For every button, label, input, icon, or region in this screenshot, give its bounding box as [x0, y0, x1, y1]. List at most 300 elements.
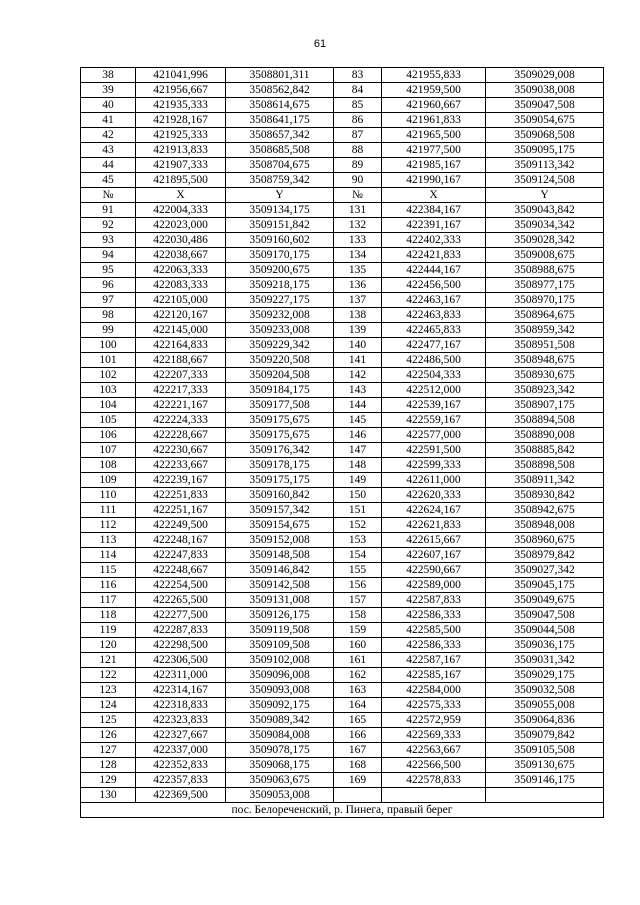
x-coordinate-cell: 422504,333: [382, 368, 486, 383]
point-number-cell: 38: [81, 68, 136, 83]
table-footer-row: [81, 803, 604, 818]
point-number-cell: 144: [334, 398, 382, 413]
point-number-cell: 123: [81, 683, 136, 698]
point-number-cell: 135: [334, 263, 382, 278]
x-coordinate-cell: 421928,167: [136, 113, 226, 128]
table-row: [81, 713, 604, 728]
point-number-cell: 154: [334, 548, 382, 563]
x-coordinate-cell: 421955,833: [382, 68, 486, 83]
point-number-cell: 119: [81, 623, 136, 638]
point-number-cell: 126: [81, 728, 136, 743]
table-row: [81, 128, 604, 143]
y-coordinate-cell: 3509029,008: [486, 68, 604, 83]
y-coordinate-cell: 3509176,342: [226, 443, 334, 458]
point-number-cell: 45: [81, 173, 136, 188]
x-coordinate-cell: 422038,667: [136, 248, 226, 263]
table-row: [81, 758, 604, 773]
y-coordinate-cell: 3509148,508: [226, 548, 334, 563]
x-coordinate-cell: 422566,500: [382, 758, 486, 773]
x-coordinate-cell: 422224,333: [136, 413, 226, 428]
x-coordinate-cell: 422228,667: [136, 428, 226, 443]
y-coordinate-cell: 3509063,675: [226, 773, 334, 788]
x-coordinate-cell: 422391,167: [382, 218, 486, 233]
table-row: [81, 383, 604, 398]
y-coordinate-cell: 3509034,342: [486, 218, 604, 233]
point-number-cell: №: [81, 188, 136, 203]
point-number-cell: 167: [334, 743, 382, 758]
table-row: [81, 248, 604, 263]
x-coordinate-cell: 422512,000: [382, 383, 486, 398]
y-coordinate-cell: 3509184,175: [226, 383, 334, 398]
point-number-cell: 100: [81, 338, 136, 353]
x-coordinate-cell: 422584,000: [382, 683, 486, 698]
table-row: [81, 98, 604, 113]
table-row: [81, 458, 604, 473]
x-coordinate-cell: 421985,167: [382, 158, 486, 173]
x-coordinate-cell: 422456,500: [382, 278, 486, 293]
point-number-cell: 110: [81, 488, 136, 503]
point-number-cell: 40: [81, 98, 136, 113]
point-number-cell: 85: [334, 98, 382, 113]
y-coordinate-cell: 3509105,508: [486, 743, 604, 758]
y-coordinate-cell: 3509151,842: [226, 218, 334, 233]
point-number-cell: 166: [334, 728, 382, 743]
point-number-cell: 96: [81, 278, 136, 293]
table-row: [81, 488, 604, 503]
y-coordinate-cell: 3509093,008: [226, 683, 334, 698]
y-coordinate-cell: 3509131,008: [226, 593, 334, 608]
x-coordinate-cell: 422277,500: [136, 608, 226, 623]
x-coordinate-cell: 422615,667: [382, 533, 486, 548]
x-coordinate-cell: 422587,167: [382, 653, 486, 668]
table-row: [81, 278, 604, 293]
y-coordinate-cell: 3509175,675: [226, 428, 334, 443]
x-coordinate-cell: 422298,500: [136, 638, 226, 653]
y-coordinate-cell: 3509227,175: [226, 293, 334, 308]
x-coordinate-cell: 422563,667: [382, 743, 486, 758]
x-coordinate-cell: 422217,333: [136, 383, 226, 398]
x-coordinate-cell: 421961,833: [382, 113, 486, 128]
x-coordinate-cell: 422591,500: [382, 443, 486, 458]
y-coordinate-cell: 3508977,175: [486, 278, 604, 293]
y-coordinate-cell: 3509232,008: [226, 308, 334, 323]
x-coordinate-cell: 422444,167: [382, 263, 486, 278]
y-coordinate-cell: 3509146,175: [486, 773, 604, 788]
x-coordinate-cell: 422586,333: [382, 638, 486, 653]
y-coordinate-cell: 3508948,675: [486, 353, 604, 368]
point-number-cell: 129: [81, 773, 136, 788]
y-coordinate-cell: 3509220,508: [226, 353, 334, 368]
x-coordinate-cell: X: [136, 188, 226, 203]
point-number-cell: 134: [334, 248, 382, 263]
table-row: [81, 443, 604, 458]
x-coordinate-cell: 422587,833: [382, 593, 486, 608]
table-row: [81, 608, 604, 623]
table-row: [81, 68, 604, 83]
y-coordinate-cell: 3509124,508: [486, 173, 604, 188]
y-coordinate-cell: 3509047,508: [486, 608, 604, 623]
table-row: [81, 143, 604, 158]
y-coordinate-cell: 3509055,008: [486, 698, 604, 713]
point-number-cell: 124: [81, 698, 136, 713]
point-number-cell: 139: [334, 323, 382, 338]
point-number-cell: 98: [81, 308, 136, 323]
y-coordinate-cell: 3509119,508: [226, 623, 334, 638]
table-row: [81, 398, 604, 413]
point-number-cell: 128: [81, 758, 136, 773]
x-coordinate-cell: 422402,333: [382, 233, 486, 248]
x-coordinate-cell: 422477,167: [382, 338, 486, 353]
y-coordinate-cell: 3509031,342: [486, 653, 604, 668]
y-coordinate-cell: 3509068,175: [226, 758, 334, 773]
y-coordinate-cell: 3508890,008: [486, 428, 604, 443]
y-coordinate-cell: 3509049,675: [486, 593, 604, 608]
table-row: [81, 293, 604, 308]
x-coordinate-cell: 422357,833: [136, 773, 226, 788]
y-coordinate-cell: Y: [486, 188, 604, 203]
y-coordinate-cell: 3509170,175: [226, 248, 334, 263]
point-number-cell: 102: [81, 368, 136, 383]
x-coordinate-cell: 422251,167: [136, 503, 226, 518]
point-number-cell: 41: [81, 113, 136, 128]
y-coordinate-cell: 3508685,508: [226, 143, 334, 158]
x-coordinate-cell: 422463,833: [382, 308, 486, 323]
y-coordinate-cell: 3509096,008: [226, 668, 334, 683]
x-coordinate-cell: 422585,167: [382, 668, 486, 683]
table-row: [81, 533, 604, 548]
x-coordinate-cell: 421935,333: [136, 98, 226, 113]
point-number-cell: 44: [81, 158, 136, 173]
x-coordinate-cell: 422311,000: [136, 668, 226, 683]
y-coordinate-cell: 3508885,842: [486, 443, 604, 458]
x-coordinate-cell: 422586,333: [382, 608, 486, 623]
point-number-cell: 133: [334, 233, 382, 248]
y-coordinate-cell: 3509113,342: [486, 158, 604, 173]
point-number-cell: 87: [334, 128, 382, 143]
table-row: [81, 683, 604, 698]
y-coordinate-cell: 3509200,675: [226, 263, 334, 278]
x-coordinate-cell: 422249,500: [136, 518, 226, 533]
y-coordinate-cell: 3508979,842: [486, 548, 604, 563]
point-number-cell: 93: [81, 233, 136, 248]
y-coordinate-cell: 3509130,675: [486, 758, 604, 773]
point-number-cell: 90: [334, 173, 382, 188]
point-number-cell: 127: [81, 743, 136, 758]
table-row: [81, 743, 604, 758]
y-coordinate-cell: 3509126,175: [226, 608, 334, 623]
point-number-cell: 43: [81, 143, 136, 158]
point-number-cell: 161: [334, 653, 382, 668]
x-coordinate-cell: 422145,000: [136, 323, 226, 338]
y-coordinate-cell: 3508801,311: [226, 68, 334, 83]
x-coordinate-cell: X: [382, 188, 486, 203]
point-number-cell: 137: [334, 293, 382, 308]
y-coordinate-cell: 3509178,175: [226, 458, 334, 473]
point-number-cell: 164: [334, 698, 382, 713]
y-coordinate-cell: 3508759,342: [226, 173, 334, 188]
x-coordinate-cell: 422327,667: [136, 728, 226, 743]
x-coordinate-cell: 422063,333: [136, 263, 226, 278]
y-coordinate-cell: 3508657,342: [226, 128, 334, 143]
y-coordinate-cell: 3509068,508: [486, 128, 604, 143]
y-coordinate-cell: 3509233,008: [226, 323, 334, 338]
y-coordinate-cell: 3509160,842: [226, 488, 334, 503]
point-number-cell: 138: [334, 308, 382, 323]
point-number-cell: 147: [334, 443, 382, 458]
table-row: [81, 638, 604, 653]
x-coordinate-cell: 422207,333: [136, 368, 226, 383]
point-number-cell: [334, 788, 382, 803]
x-coordinate-cell: 422621,833: [382, 518, 486, 533]
point-number-cell: 112: [81, 518, 136, 533]
point-number-cell: 140: [334, 338, 382, 353]
y-coordinate-cell: 3509078,175: [226, 743, 334, 758]
x-coordinate-cell: 422164,833: [136, 338, 226, 353]
x-coordinate-cell: [382, 788, 486, 803]
point-number-cell: 141: [334, 353, 382, 368]
point-number-cell: 94: [81, 248, 136, 263]
point-number-cell: 150: [334, 488, 382, 503]
y-coordinate-cell: 3509092,175: [226, 698, 334, 713]
y-coordinate-cell: 3508614,675: [226, 98, 334, 113]
x-coordinate-cell: 421895,500: [136, 173, 226, 188]
x-coordinate-cell: 421956,667: [136, 83, 226, 98]
point-number-cell: 120: [81, 638, 136, 653]
point-number-cell: 106: [81, 428, 136, 443]
x-coordinate-cell: 422287,833: [136, 623, 226, 638]
x-coordinate-cell: 422306,500: [136, 653, 226, 668]
y-coordinate-cell: 3509175,175: [226, 473, 334, 488]
y-coordinate-cell: 3509044,508: [486, 623, 604, 638]
x-coordinate-cell: 422023,000: [136, 218, 226, 233]
x-coordinate-cell: 421913,833: [136, 143, 226, 158]
location-caption: пос. Белореченский, р. Пинега, правый берег: [81, 803, 604, 818]
point-number-cell: 145: [334, 413, 382, 428]
x-coordinate-cell: 422578,833: [382, 773, 486, 788]
x-coordinate-cell: 422559,167: [382, 413, 486, 428]
y-coordinate-cell: 3509095,175: [486, 143, 604, 158]
point-number-cell: 146: [334, 428, 382, 443]
point-number-cell: 156: [334, 578, 382, 593]
y-coordinate-cell: 3508923,342: [486, 383, 604, 398]
point-number-cell: 111: [81, 503, 136, 518]
page-number: 61: [313, 38, 327, 50]
y-coordinate-cell: 3509032,508: [486, 683, 604, 698]
x-coordinate-cell: 421925,333: [136, 128, 226, 143]
x-coordinate-cell: 422120,167: [136, 308, 226, 323]
y-coordinate-cell: 3509102,008: [226, 653, 334, 668]
table-row: [81, 788, 604, 803]
x-coordinate-cell: 421959,500: [382, 83, 486, 98]
y-coordinate-cell: 3509160,602: [226, 233, 334, 248]
y-coordinate-cell: 3508942,675: [486, 503, 604, 518]
point-number-cell: 97: [81, 293, 136, 308]
x-coordinate-cell: 422083,333: [136, 278, 226, 293]
y-coordinate-cell: 3508907,175: [486, 398, 604, 413]
y-coordinate-cell: 3508964,675: [486, 308, 604, 323]
table-row: [81, 83, 604, 98]
table-row: [81, 623, 604, 638]
point-number-cell: 168: [334, 758, 382, 773]
x-coordinate-cell: 422352,833: [136, 758, 226, 773]
point-number-cell: 116: [81, 578, 136, 593]
x-coordinate-cell: 422248,667: [136, 563, 226, 578]
y-coordinate-cell: 3509089,342: [226, 713, 334, 728]
table-row: [81, 503, 604, 518]
x-coordinate-cell: 422463,167: [382, 293, 486, 308]
y-coordinate-cell: 3509064,836: [486, 713, 604, 728]
x-coordinate-cell: 422486,500: [382, 353, 486, 368]
coordinates-table: [80, 67, 604, 818]
table-row: [81, 338, 604, 353]
point-number-cell: 115: [81, 563, 136, 578]
table-row: [81, 233, 604, 248]
table-row: [81, 203, 604, 218]
x-coordinate-cell: 422230,667: [136, 443, 226, 458]
y-coordinate-cell: 3508988,675: [486, 263, 604, 278]
x-coordinate-cell: 422030,486: [136, 233, 226, 248]
y-coordinate-cell: 3509079,842: [486, 728, 604, 743]
x-coordinate-cell: 422421,833: [382, 248, 486, 263]
point-number-cell: 88: [334, 143, 382, 158]
table-row: [81, 218, 604, 233]
point-number-cell: 125: [81, 713, 136, 728]
point-number-cell: 149: [334, 473, 382, 488]
point-number-cell: 159: [334, 623, 382, 638]
y-coordinate-cell: Y: [226, 188, 334, 203]
table-row: [81, 593, 604, 608]
point-number-cell: 91: [81, 203, 136, 218]
point-number-cell: 165: [334, 713, 382, 728]
point-number-cell: 104: [81, 398, 136, 413]
x-coordinate-cell: 422599,333: [382, 458, 486, 473]
point-number-cell: 136: [334, 278, 382, 293]
y-coordinate-cell: 3509084,008: [226, 728, 334, 743]
table-row: [81, 728, 604, 743]
point-number-cell: 151: [334, 503, 382, 518]
point-number-cell: 153: [334, 533, 382, 548]
point-number-cell: 101: [81, 353, 136, 368]
x-coordinate-cell: 422539,167: [382, 398, 486, 413]
x-coordinate-cell: 422624,167: [382, 503, 486, 518]
x-coordinate-cell: 422569,333: [382, 728, 486, 743]
y-coordinate-cell: 3509027,342: [486, 563, 604, 578]
x-coordinate-cell: 422188,667: [136, 353, 226, 368]
x-coordinate-cell: 421977,500: [382, 143, 486, 158]
x-coordinate-cell: 422265,500: [136, 593, 226, 608]
table-row: [81, 353, 604, 368]
table-row: [81, 548, 604, 563]
x-coordinate-cell: 422318,833: [136, 698, 226, 713]
point-number-cell: 114: [81, 548, 136, 563]
point-number-cell: 103: [81, 383, 136, 398]
table-row: [81, 308, 604, 323]
point-number-cell: 169: [334, 773, 382, 788]
point-number-cell: 99: [81, 323, 136, 338]
y-coordinate-cell: 3509029,175: [486, 668, 604, 683]
point-number-cell: 142: [334, 368, 382, 383]
y-coordinate-cell: 3508960,675: [486, 533, 604, 548]
table-row: [81, 263, 604, 278]
point-number-cell: 105: [81, 413, 136, 428]
y-coordinate-cell: 3509043,842: [486, 203, 604, 218]
point-number-cell: 143: [334, 383, 382, 398]
x-coordinate-cell: 421990,167: [382, 173, 486, 188]
point-number-cell: 162: [334, 668, 382, 683]
point-number-cell: 107: [81, 443, 136, 458]
x-coordinate-cell: 422254,500: [136, 578, 226, 593]
table-row: [81, 368, 604, 383]
point-number-cell: 95: [81, 263, 136, 278]
point-number-cell: 113: [81, 533, 136, 548]
x-coordinate-cell: 422575,333: [382, 698, 486, 713]
point-number-cell: 155: [334, 563, 382, 578]
table-row: [81, 158, 604, 173]
x-coordinate-cell: 422611,000: [382, 473, 486, 488]
table-row: [81, 113, 604, 128]
x-coordinate-cell: 422607,167: [382, 548, 486, 563]
point-number-cell: 117: [81, 593, 136, 608]
x-coordinate-cell: 422337,000: [136, 743, 226, 758]
y-coordinate-cell: 3509157,342: [226, 503, 334, 518]
y-coordinate-cell: 3509045,175: [486, 578, 604, 593]
point-number-cell: 121: [81, 653, 136, 668]
y-coordinate-cell: 3509175,675: [226, 413, 334, 428]
table-row: [81, 428, 604, 443]
y-coordinate-cell: 3509229,342: [226, 338, 334, 353]
y-coordinate-cell: 3509054,675: [486, 113, 604, 128]
point-number-cell: 122: [81, 668, 136, 683]
y-coordinate-cell: 3509204,508: [226, 368, 334, 383]
point-number-cell: 131: [334, 203, 382, 218]
y-coordinate-cell: 3508898,508: [486, 458, 604, 473]
point-number-cell: 89: [334, 158, 382, 173]
x-coordinate-cell: 422465,833: [382, 323, 486, 338]
point-number-cell: 157: [334, 593, 382, 608]
point-number-cell: 92: [81, 218, 136, 233]
point-number-cell: 108: [81, 458, 136, 473]
y-coordinate-cell: 3509218,175: [226, 278, 334, 293]
table-row: [81, 563, 604, 578]
y-coordinate-cell: 3508930,842: [486, 488, 604, 503]
y-coordinate-cell: 3509142,508: [226, 578, 334, 593]
table-row: [81, 323, 604, 338]
table-header-row: [81, 188, 604, 203]
y-coordinate-cell: 3508894,508: [486, 413, 604, 428]
x-coordinate-cell: 421965,500: [382, 128, 486, 143]
point-number-cell: 158: [334, 608, 382, 623]
point-number-cell: 160: [334, 638, 382, 653]
x-coordinate-cell: 422233,667: [136, 458, 226, 473]
x-coordinate-cell: 422247,833: [136, 548, 226, 563]
x-coordinate-cell: 422105,000: [136, 293, 226, 308]
point-number-cell: 83: [334, 68, 382, 83]
y-coordinate-cell: 3508951,508: [486, 338, 604, 353]
y-coordinate-cell: 3509134,175: [226, 203, 334, 218]
point-number-cell: 163: [334, 683, 382, 698]
y-coordinate-cell: 3509047,508: [486, 98, 604, 113]
point-number-cell: 132: [334, 218, 382, 233]
y-coordinate-cell: 3508562,842: [226, 83, 334, 98]
table-row: [81, 473, 604, 488]
y-coordinate-cell: 3509038,008: [486, 83, 604, 98]
y-coordinate-cell: 3508704,675: [226, 158, 334, 173]
x-coordinate-cell: 421960,667: [382, 98, 486, 113]
y-coordinate-cell: 3509152,008: [226, 533, 334, 548]
x-coordinate-cell: 422314,167: [136, 683, 226, 698]
y-coordinate-cell: 3509177,508: [226, 398, 334, 413]
point-number-cell: №: [334, 188, 382, 203]
